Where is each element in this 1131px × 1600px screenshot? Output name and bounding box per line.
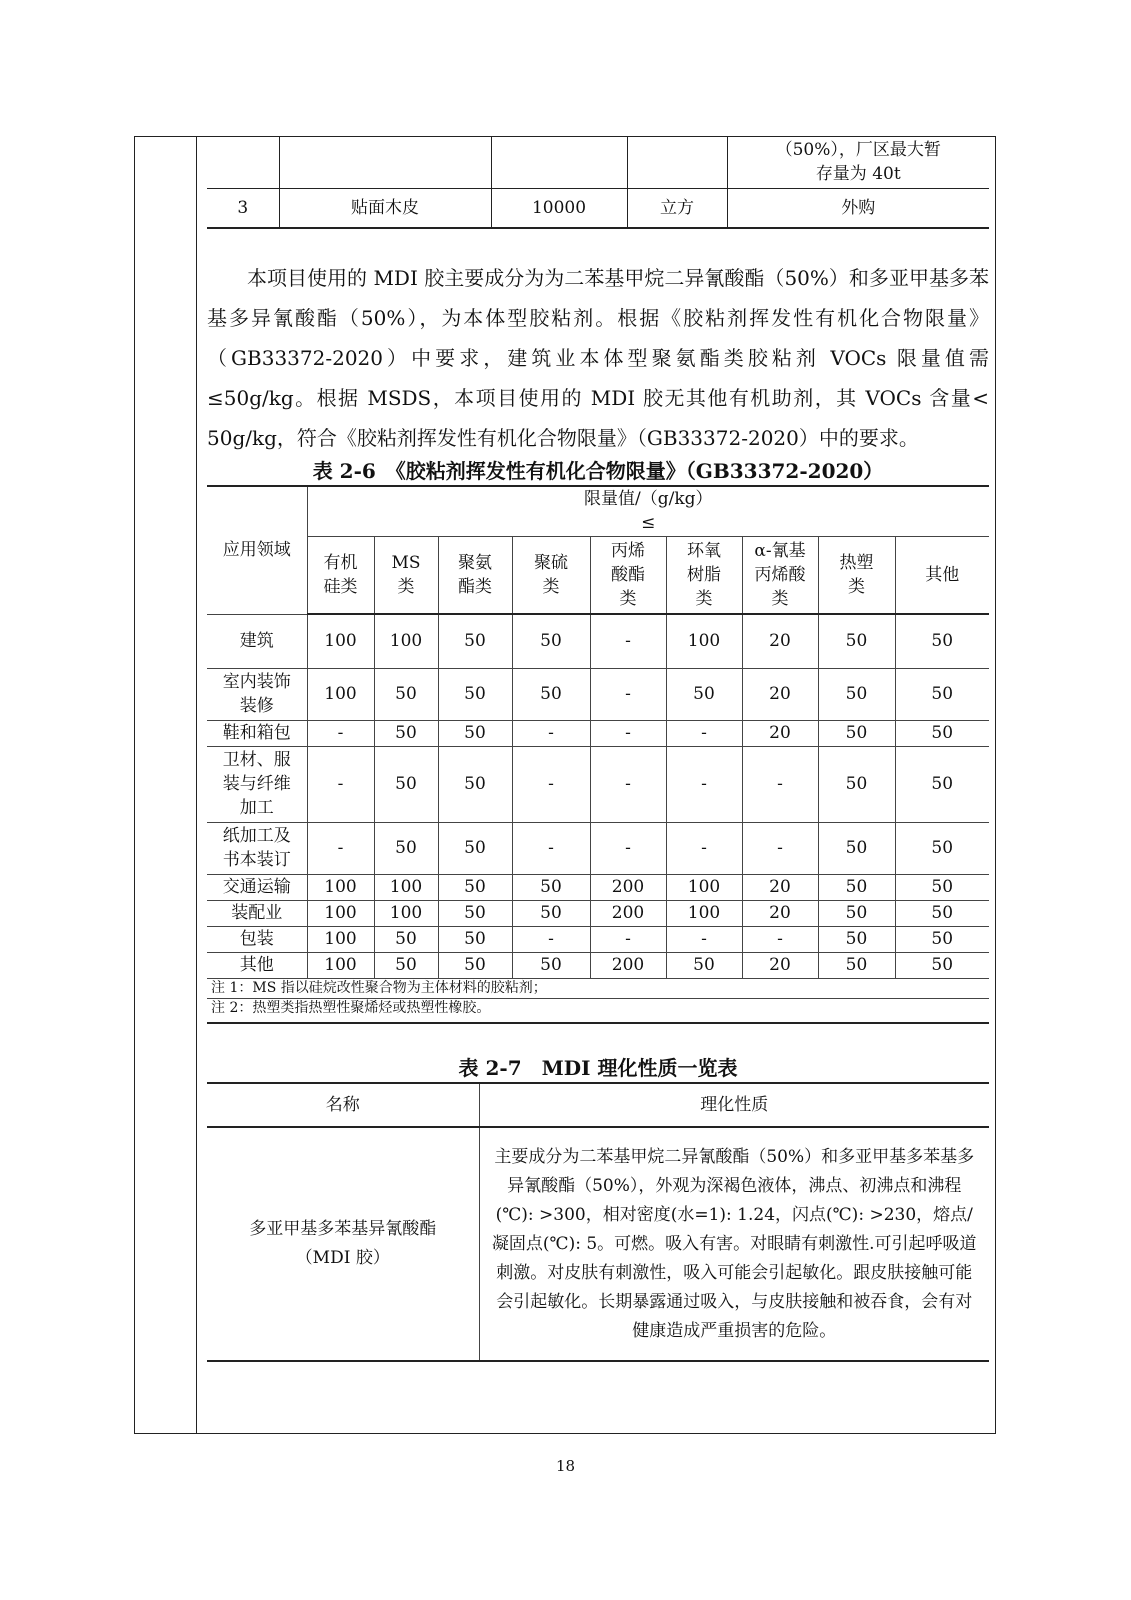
- table-cell: 贴面木皮: [279, 188, 491, 228]
- table-cell: -: [666, 746, 742, 822]
- table-cell: 20: [742, 668, 818, 720]
- table-cell: 50: [895, 926, 989, 952]
- table-cell: 100: [307, 614, 374, 668]
- table-cell: [207, 136, 279, 188]
- column-header: [666, 536, 742, 614]
- table-row: [207, 720, 989, 746]
- table-cell: 50: [374, 926, 438, 952]
- table-cell: 50: [818, 822, 895, 874]
- table-cell: 50: [374, 822, 438, 874]
- field-text: 室内装饰装修: [222, 672, 291, 716]
- column-header: [307, 536, 374, 614]
- column-header: 名称: [207, 1083, 479, 1127]
- table-cell: 50: [438, 926, 512, 952]
- table-cell: -: [512, 746, 590, 822]
- field-cell: 交通运输: [207, 874, 307, 900]
- table-row: [207, 926, 989, 952]
- substance-name-cell: [207, 1127, 479, 1361]
- table-cell: 50: [438, 614, 512, 668]
- table-cell: 50: [512, 874, 590, 900]
- table-row: [207, 874, 989, 900]
- table-2-7-caption: 表 2-7 MDI 理化性质一览表: [458, 1056, 738, 1080]
- table-cell: -: [590, 614, 666, 668]
- table-cell: -: [742, 926, 818, 952]
- table-cell: 20: [742, 614, 818, 668]
- table-cell: 50: [512, 900, 590, 926]
- table-row: [207, 746, 989, 822]
- column-header: [895, 536, 989, 614]
- column-header-text: MS类: [391, 552, 421, 597]
- table-cell: 100: [307, 874, 374, 900]
- table-cell: 50: [666, 952, 742, 978]
- table-cell: 100: [666, 900, 742, 926]
- column-header: [374, 536, 438, 614]
- table-cell: 50: [666, 668, 742, 720]
- table-cell: -: [307, 822, 374, 874]
- table-cell: -: [512, 720, 590, 746]
- table-cell: 50: [895, 822, 989, 874]
- table-cell: -: [666, 822, 742, 874]
- column-header-text: α-氰基丙烯酸类: [754, 540, 806, 609]
- table-note: 注 1：MS 指以硅烷改性聚合物为主体材料的胶粘剂；: [207, 978, 989, 998]
- substance-name: 多亚甲基多苯基异氰酸酯（MDI 胶）: [249, 1219, 437, 1268]
- table-cell: 50: [512, 952, 590, 978]
- table-cell: 50: [818, 746, 895, 822]
- column-header: [818, 536, 895, 614]
- table-cell: 100: [374, 874, 438, 900]
- column-header: [512, 536, 590, 614]
- table-cell: 200: [590, 900, 666, 926]
- table-cell: 20: [742, 874, 818, 900]
- field-text: 纸加工及书本装订: [222, 826, 291, 870]
- table-cell: 50: [438, 822, 512, 874]
- column-header-text: 丙烯酸酯类: [611, 540, 645, 609]
- table-cell: 外购: [727, 188, 989, 228]
- table-cell: -: [307, 720, 374, 746]
- table-cell: 20: [742, 900, 818, 926]
- table-cell: 100: [307, 952, 374, 978]
- material-table: [207, 136, 989, 229]
- table-cell: 50: [818, 614, 895, 668]
- field-cell: [207, 746, 307, 822]
- table-cell: 50: [818, 952, 895, 978]
- table-cell: 50: [895, 614, 989, 668]
- table-cell: 100: [307, 668, 374, 720]
- table-cell: 50: [818, 668, 895, 720]
- table-cell: 50: [818, 874, 895, 900]
- field-cell: 装配业: [207, 900, 307, 926]
- column-header-text: 有机硅类: [323, 552, 358, 597]
- table-cell: 100: [307, 900, 374, 926]
- table-cell: 50: [374, 668, 438, 720]
- table-cell: -: [590, 926, 666, 952]
- column-header-text: 聚硫类: [534, 552, 568, 597]
- table-row: [207, 668, 989, 720]
- table-cell: 10000: [491, 188, 627, 228]
- table-cell: 100: [666, 614, 742, 668]
- table-cell: 200: [590, 952, 666, 978]
- table-cell: 100: [666, 874, 742, 900]
- table-cell: -: [742, 822, 818, 874]
- table-cell: 50: [374, 746, 438, 822]
- table-cell: 100: [374, 614, 438, 668]
- table-cell: -: [590, 720, 666, 746]
- table-cell: -: [666, 720, 742, 746]
- table-cell: 50: [512, 668, 590, 720]
- table-note-row: [207, 998, 989, 1023]
- table-row: [207, 136, 989, 188]
- limit-header-text: 限量值/（g/kg）≤: [583, 489, 713, 534]
- table-cell: 20: [742, 720, 818, 746]
- table-cell: 200: [590, 874, 666, 900]
- voc-limit-table: [207, 485, 989, 1024]
- table-row: [207, 900, 989, 926]
- table-cell: [627, 136, 727, 188]
- properties-text: 主要成分为二苯基甲烷二异氰酸酯（50%）和多亚甲基多苯基多异氰酸酯（50%），外观为深褐色液体，沸点、初沸点和沸程(℃): >300，相对密度(水=1): 1.24，闪点(℃): >230，熔点/凝固点(℃): 5。可燃。吸入有害。对眼睛有刺激性.可引起呼吸道刺激。对皮肤有刺激性，吸入可能会引起敏化。跟皮肤接触可能会引起敏化。长期暴露通过吸入，与皮肤接触和被吞食，会有对健康造成严重损害的危险。: [491, 1146, 977, 1341]
- field-cell: 包装: [207, 926, 307, 952]
- column-header: 理化性质: [479, 1083, 989, 1127]
- table-cell: 50: [895, 874, 989, 900]
- page-number: 18: [555, 1457, 576, 1475]
- table-cell: -: [590, 668, 666, 720]
- table-cell: 50: [895, 668, 989, 720]
- column-header-text: 热塑类: [839, 552, 874, 597]
- table-cell: 立方: [627, 188, 727, 228]
- column-header: [438, 536, 512, 614]
- field-cell: [207, 668, 307, 720]
- table-cell: 50: [438, 952, 512, 978]
- table-header-row: [207, 486, 989, 536]
- table-row: [207, 1127, 989, 1361]
- table-cell: 50: [438, 874, 512, 900]
- table-cell: 50: [438, 746, 512, 822]
- table-cell: 50: [895, 746, 989, 822]
- table-cell: -: [512, 822, 590, 874]
- table-cell: -: [307, 746, 374, 822]
- column-header: [742, 536, 818, 614]
- table-cell: 20: [742, 952, 818, 978]
- table-cell: [279, 136, 491, 188]
- table-cell: 50: [818, 926, 895, 952]
- table-cell: 50: [512, 614, 590, 668]
- body-paragraph: 本项目使用的 MDI 胶主要成分为为二苯基甲烷二异氰酸酯（50%）和多亚甲基多苯基多异氰酸酯（50%），为本体型胶粘剂。根据《胶粘剂挥发性有机化合物限量》（GB33372-2020）中要求，建筑业本体型聚氨酯类胶粘剂 VOCs 限量值需≤50g/kg。根据 MSDS，本项目使用的 MDI 胶无其他有机助剂，其 VOCs 含量< 50g/kg，符合《胶粘剂挥发性有机化合物限量》（GB33372-2020）中的要求。: [207, 266, 989, 450]
- field-header: 应用领域: [207, 486, 307, 614]
- table-2-6-caption: 表 2-6 《胶粘剂挥发性有机化合物限量》（GB33372-2020）: [312, 459, 884, 483]
- table-note: 注 2：热塑类指热塑性聚烯烃或热塑性橡胶。: [207, 998, 989, 1023]
- field-cell: [207, 822, 307, 874]
- mdi-properties-table: [207, 1082, 989, 1362]
- column-header-text: 环氧树脂类: [687, 540, 721, 609]
- field-cell: 建筑: [207, 614, 307, 668]
- field-text: 卫材、服装与纤维加工: [222, 750, 291, 818]
- table-cell: 50: [895, 952, 989, 978]
- table-cell: 50: [818, 720, 895, 746]
- table-cell: 50: [374, 720, 438, 746]
- table-cell: 100: [307, 926, 374, 952]
- field-cell: 鞋和箱包: [207, 720, 307, 746]
- table-header-row: [207, 1083, 989, 1127]
- table-cell: 50: [438, 720, 512, 746]
- frame-divider: [196, 136, 197, 1434]
- table-row: [207, 952, 989, 978]
- table-cell: -: [742, 746, 818, 822]
- table-cell: 50: [438, 900, 512, 926]
- table-cell: 50: [818, 900, 895, 926]
- table-cell: 100: [374, 900, 438, 926]
- table-cell: 50: [374, 952, 438, 978]
- column-header: [590, 536, 666, 614]
- column-header-text: 聚氨酯类: [458, 552, 492, 597]
- column-header-text: 其他: [925, 564, 960, 585]
- limit-header: [307, 486, 989, 536]
- table-row: [207, 822, 989, 874]
- table-cell: -: [512, 926, 590, 952]
- table-cell: 3: [207, 188, 279, 228]
- properties-cell: [479, 1127, 989, 1361]
- field-cell: 其他: [207, 952, 307, 978]
- table-row: [207, 614, 989, 668]
- table-cell: 50: [895, 900, 989, 926]
- table-cell: -: [666, 926, 742, 952]
- table-header-row: [207, 536, 989, 614]
- table-cell: -: [590, 746, 666, 822]
- table-cell: -: [590, 822, 666, 874]
- table-cell: （50%），厂区最大暂存量为 40t: [727, 136, 989, 188]
- table-cell: [491, 136, 627, 188]
- table-cell: 50: [438, 668, 512, 720]
- table-cell: 50: [895, 720, 989, 746]
- table-note-row: [207, 978, 989, 998]
- table-row: [207, 188, 989, 228]
